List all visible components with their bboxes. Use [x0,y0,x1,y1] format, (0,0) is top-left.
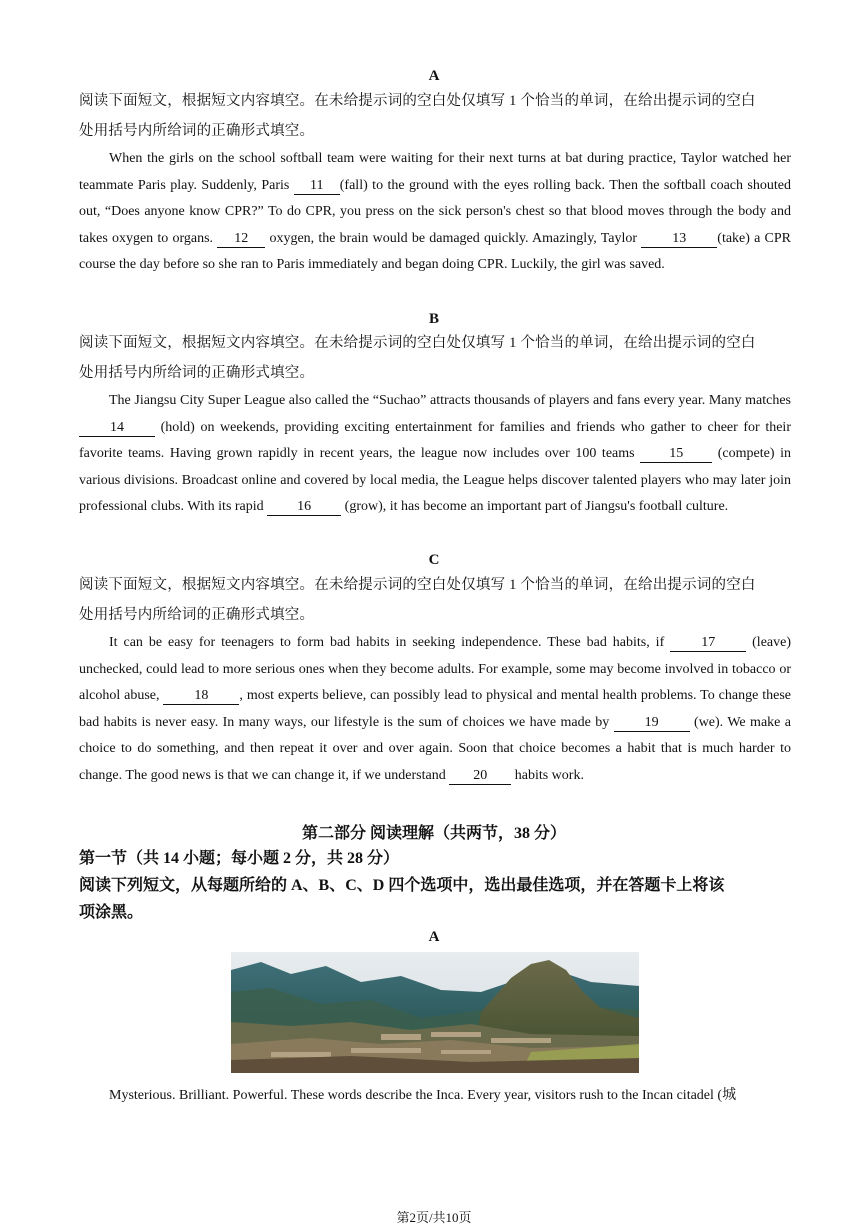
section-b-instructions [79,328,791,388]
blank-17: 17 [670,635,746,652]
passage-a-opening [79,1083,791,1110]
landscape-illustration [231,952,639,1073]
blank-11: 11 [294,178,340,195]
directions-line-1: 阅读下列短文，从每题所给的 A、B、C、D 四个选项中，选出最佳选项，并在答题卡上将该 [79,877,725,894]
blank-13: 13 [641,231,717,248]
part-two-title: 第二部分 阅读理解（共两节，38 分） [301,825,566,842]
passage-text: (hold) on weekends, providing exciting entertainment for families and friends who gather to cheer for their favorite teams. Having grown rapidly in recent years, the league now includes over 100 teams [79,419,791,462]
section-b-heading: B [428,311,439,327]
passage-text: (we). We make a choice to do something, and then repeat it over and over again. Soon that choice becomes a habit that is much harder to change. The good news is that we can change it, if we understand [79,714,791,783]
passage-text: habits work. [511,767,584,783]
passage-text: When the girls on the school softball team were waiting for their next turns at bat during practice, Taylor watched her teammate Paris play. Suddenly, Paris [79,151,791,193]
passage-text: oxygen, the brain would be damaged quickly. Amazingly, Taylor [265,230,642,246]
passage-text: (compete) in various divisions. Broadcast online and covered by local media, the League helps discover talented players who may later join professional clubs. With its rapid [79,446,791,515]
section-a-passage [79,146,791,279]
instruction-line-2: 处用括号内所给词的正确形式填空。 [79,607,315,623]
blank-16: 16 [267,499,341,516]
passage-a-heading: A [428,929,440,945]
passage-text: The Jiangsu City Super League also called the “Suchao” attracts thousands of players and fans every year. Many matches [109,393,791,408]
passage-text: (fall) to the ground with the eyes rolling back. Then the softball coach shouted out, “Does anyone know CPR?” To do CPR, you press on the sick person's chest so that blood moves through the body and takes oxygen to organs. [79,177,791,246]
section-a-heading: A [428,68,440,84]
instruction-line-1: 阅读下面短文，根据短文内容填空。在未给提示词的空白处仅填写 1 个恰当的单词，在给出提示词的空白 [79,577,756,593]
passage-text: (leave) unchecked, could lead to more serious ones when they become adults. For example, some may become involved in tobacco or alcohol abuse, [79,635,791,704]
blank-19: 19 [614,715,690,732]
blank-15: 15 [640,446,712,463]
passage-text: (take) a CPR course the day before so she ran to Paris immediately and began doing CPR. Luckily, the girl was saved. [79,230,791,273]
instruction-line-2: 处用括号内所给词的正确形式填空。 [79,123,315,139]
passage-text: (grow), it has become an important part of Jiangsu's football culture. [341,499,729,515]
passage-text: Mysterious. Brilliant. Powerful. These words describe the Inca. Every year, visitors rush to the Incan citadel (城 [109,1088,737,1103]
directions-line-2: 项涂黑。 [79,904,144,921]
section-a-instructions [79,86,791,146]
instruction-line-1: 阅读下面短文，根据短文内容填空。在未给提示词的空白处仅填写 1 个恰当的单词，在给出提示词的空白 [79,93,756,109]
passage-text: , most experts believe, can possibly lead to physical and mental health problems. To change these bad habits is never easy. In many ways, our lifestyle is the sum of choices we have made by [79,688,791,730]
section-c-heading: C [428,552,440,568]
blank-20: 20 [449,768,511,785]
section-c-passage [79,630,791,790]
section-one-heading: 第一节（共 14 小题；每小题 2 分，共 28 分） [79,850,400,867]
passage-text: It can be easy for teenagers to form bad habits in seeking independence. These bad habits, if [109,635,671,650]
instruction-line-1: 阅读下面短文，根据短文内容填空。在未给提示词的空白处仅填写 1 个恰当的单词，在给出提示词的空白 [79,335,756,351]
reading-directions [79,872,791,926]
blank-14: 14 [79,420,155,437]
blank-12: 12 [217,231,265,248]
section-b-passage [79,388,791,521]
page-number: 第2页/共10页 [396,1210,472,1225]
blank-18: 18 [163,688,239,705]
section-c-instructions [79,570,791,630]
instruction-line-2: 处用括号内所给词的正确形式填空。 [79,365,315,381]
machu-picchu-photo [231,952,639,1073]
